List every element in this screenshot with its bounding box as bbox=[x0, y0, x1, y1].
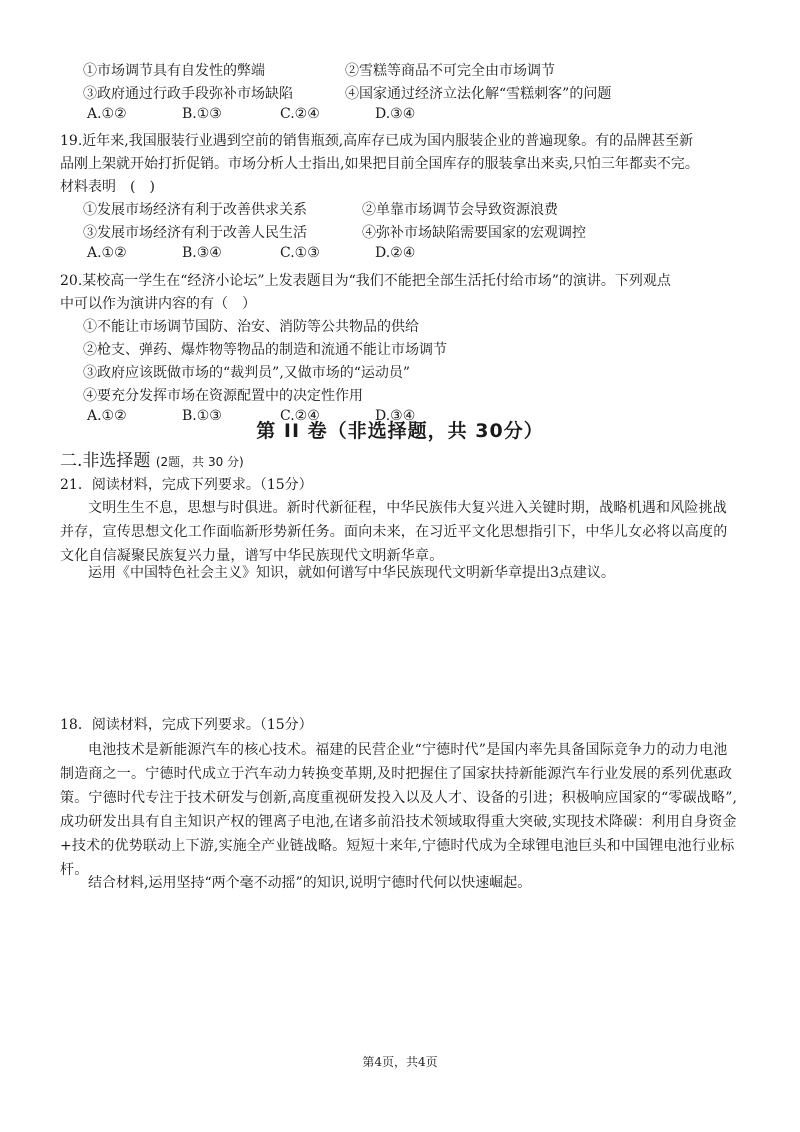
q20-stem-line1: 20.某校高一学生在“经济小论坛”上发表题目为“我们不能把全部生活托付给市场”的演讲。下列观点 bbox=[60, 273, 671, 289]
q19-option-4: ④弥补市场缺陷需要国家的宏观调控 bbox=[362, 225, 586, 241]
q20-choice-a: A.①② bbox=[87, 408, 127, 424]
choice-b: B.①③ bbox=[182, 106, 222, 122]
option-2: ②雪糕等商品不可完全由市场调节 bbox=[345, 63, 555, 79]
page-footer: 第4页，共4页 bbox=[362, 1055, 438, 1069]
q19-option-3: ③发展市场经济有利于改善人民生活 bbox=[83, 225, 307, 241]
q20-option-2: ②枪支、弹药、爆炸物等物品的制造和流通不能让市场调节 bbox=[83, 342, 447, 358]
q20-choice-d: D.③④ bbox=[375, 408, 416, 424]
choice-c: C.②④ bbox=[280, 106, 320, 122]
q19-option-1: ①发展市场经济有利于改善供求关系 bbox=[83, 202, 307, 218]
q19-choice-b: B.③④ bbox=[182, 245, 222, 261]
q19-choice-a: A.①② bbox=[87, 245, 127, 261]
choice-a: A.①② bbox=[87, 106, 127, 122]
non-choice-heading-text: 二.非选择题 bbox=[60, 451, 151, 471]
q20-choice-c: C.②④ bbox=[280, 408, 320, 424]
q21-task: 运用《中国特色社会主义》知识，就如何谱写中华民族现代文明新华章提出3点建议。 bbox=[88, 565, 615, 581]
q18-task: 结合材料,运用坚持“两个毫不动摇”的知识,说明宁德时代何以快速崛起。 bbox=[88, 875, 532, 891]
q20-option-3: ③政府应该既做市场的“裁判员”,又做市场的“运动员” bbox=[83, 365, 411, 381]
non-choice-heading-note: (2题，共 30 分) bbox=[155, 455, 244, 469]
q20-choice-b: B.①③ bbox=[182, 408, 222, 424]
q19-stem-line1: 19.近年来,我国服装行业遇到空前的销售瓶颈,高库存已成为国内服装企业的普遍现象。有的品牌甚至新 bbox=[60, 133, 694, 149]
option-4: ④国家通过经济立法化解“雪糕刺客”的问题 bbox=[345, 86, 612, 102]
choice-d: D.③④ bbox=[375, 106, 416, 122]
q19-choice-d: D.②④ bbox=[375, 245, 416, 261]
q21-stem: 21．阅读材料，完成下列要求。（15分） bbox=[60, 477, 313, 493]
option-1: ①市场调节具有自发性的弊端 bbox=[83, 63, 265, 79]
option-3: ③政府通过行政手段弥补市场缺陷 bbox=[83, 86, 293, 102]
q19-stem-line2: 品刚上架就开始打折促销。市场分析人士指出,如果把目前全国库存的服装拿出来卖,只怕三年都卖不完。 bbox=[60, 156, 699, 172]
q19-stem-line3: 材料表明 ( ) bbox=[60, 179, 155, 195]
q19-choice-c: C.①③ bbox=[280, 245, 320, 261]
non-choice-heading bbox=[60, 446, 244, 471]
q20-stem-line2: 中可以作为演讲内容的有（ ） bbox=[60, 296, 256, 312]
q19-option-2: ②单靠市场调节会导致资源浪费 bbox=[362, 202, 558, 218]
q20-option-1: ①不能让市场调节国防、治安、消防等公共物品的供给 bbox=[83, 319, 419, 335]
q18-stem: 18．阅读材料，完成下列要求。（15分） bbox=[60, 717, 313, 733]
q18-material: 电池技术是新能源汽车的核心技术。福建的民营企业“宁德时代”是国内率先具备国际竞争力的动力电池制造商之一。宁德时代成立于汽车动力转换变革期,及时把握住了国家扶持新能源汽车行业发展的系列优惠政策。宁德时代专注于技术研发与创新,高度重视研发投入以及人才、设备的引进；积极响应国家的“零碳战略”,成功研发出具有自主知识产权的锂离子电池,在诸多前沿技术领域取得重大突破,实现技术降碳：利用自身资金+技术的优势联动上下游,实施全产业链战略。短短十来年,宁德时代成为全球锂电池巨头和中国锂电池行业标杆。 bbox=[60, 742, 738, 878]
q21-material: 文明生生不息，思想与时俱进。新时代新征程，中华民族伟大复兴进入关键时期，战略机遇和风险挑战并存，宣传思想文化工作面临新形势新任务。面向未来，在习近平文化思想指引下，中华儿女必将以高度的文化自信凝聚民族复兴力量，谱写中华民族现代文明新华章。 bbox=[60, 500, 728, 564]
q20-option-4: ④要充分发挥市场在资源配置中的决定性作用 bbox=[83, 388, 363, 404]
section-title: 第 II 卷（非选择题，共 30分） bbox=[256, 420, 544, 442]
